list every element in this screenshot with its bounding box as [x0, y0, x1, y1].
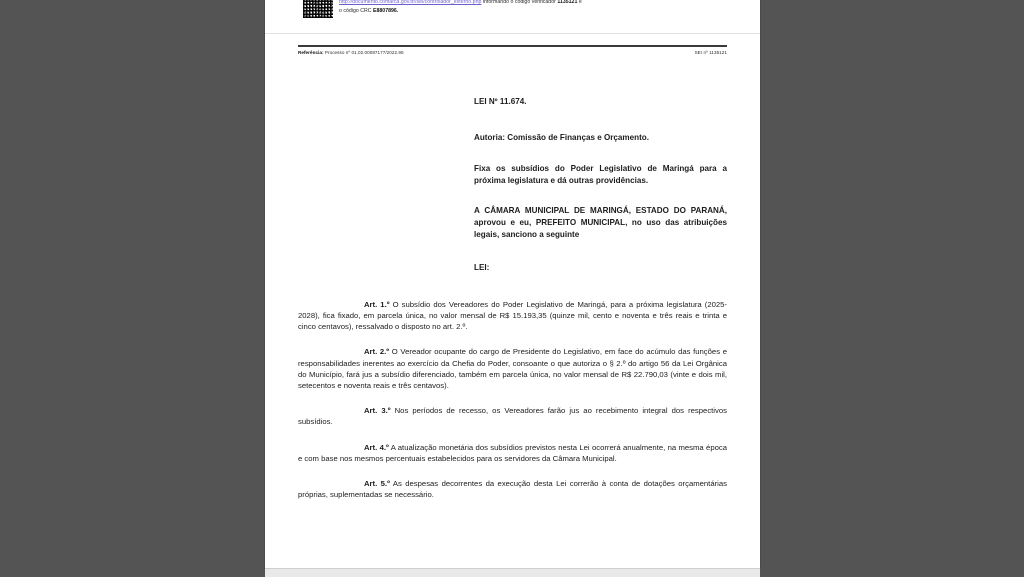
article-3-marker: Art. 3.º	[364, 406, 391, 416]
article-4-text: A atualização monetária dos subsídios previstos nesta Lei ocorrerá anualmente, na mesma época e com base nos mesmos percentuais estabelecidos para os servidores da Câmara Municipal.	[298, 442, 727, 463]
article-3-text: Nos períodos de recesso, os Vereadores farão jus ao recebimento integral dos respectivos subsídios.	[298, 406, 727, 427]
article-4	[298, 442, 727, 464]
document-page	[265, 0, 760, 568]
article-5	[298, 478, 727, 500]
qr-code-icon	[303, 0, 333, 18]
law-summary: Fixa os subsídios do Poder Legislativo de Maringá para a próxima legislatura e dá outras providências.	[474, 164, 727, 185]
article-1	[298, 299, 727, 333]
article-5-marker: Art. 5.º	[364, 478, 390, 488]
law-authorship: Autoria: Comissão de Finanças e Orçamento.	[474, 132, 649, 142]
article-1-marker: Art. 1.º	[364, 299, 390, 309]
reference-block	[298, 45, 727, 56]
reference-text	[298, 49, 404, 56]
article-5-text: As despesas decorrentes da execução desta Lei correrão à conta de dotações orçamentárias próprias, suplementadas se necessário.	[298, 478, 727, 500]
attestation-band	[265, 0, 760, 34]
article-2-text: O Vereador ocupante do cargo de Presidente do Legislativo, em face do acúmulo das funções e responsabilidades inerentes ao exercício da Chefia do Poder, consoante o que autoriza o § 2.º do artigo 56 da Lei Orgânica do Município, fará jus a subsídio diferenciado, também em parcela única, no valor mensal de R$ 22.790,03 (vinte e dois mil, setecentos e noventa reais e três centavos).	[298, 347, 727, 390]
article-2-marker: Art. 2.º	[364, 347, 390, 357]
lei-heading: LEI:	[474, 263, 490, 273]
reference-label: Referência:	[298, 50, 324, 55]
crc-code: E8807896.	[373, 8, 399, 14]
reference-value: Processo nº 01.02.00087177/2022.95	[323, 50, 404, 55]
law-number: LEI Nº 11.674.	[474, 97, 527, 106]
attestation-inform-text: informando o código verificador	[481, 0, 558, 5]
article-2	[298, 346, 727, 391]
reference-rule	[298, 45, 727, 47]
band-divider	[265, 33, 760, 34]
article-3	[298, 405, 727, 427]
attestation-text	[339, 0, 582, 16]
law-body	[298, 96, 727, 500]
verification-code: 1135121	[557, 0, 578, 5]
law-preamble: A CÂMARA MUNICIPAL DE MARINGÁ, ESTADO DO PARANÁ, aprovou e eu, PREFEITO MUNICIPAL, no uso das atribuições legais, sanciono a seguinte	[474, 206, 727, 239]
crc-prefix: o código CRC	[339, 8, 373, 14]
sei-number: SEI nº 1135121	[694, 50, 727, 55]
article-4-marker: Art. 4.º	[364, 442, 389, 452]
article-1-text: O subsídio dos Vereadores do Poder Legislativo de Maringá, para a próxima legislatura (2025-2028), fica fixado, em parcela única, no valor mensal de R$ 15.193,35 (quinze mil, cento e noventa e três reais e trinta e cinco centavos), ressalvado o disposto no art. 2.º.	[298, 299, 727, 332]
attestation-and-text: e	[577, 0, 582, 5]
verification-link[interactable]: http://documento.comarca.gov.br/sei/controlador_externo.php	[339, 0, 482, 5]
